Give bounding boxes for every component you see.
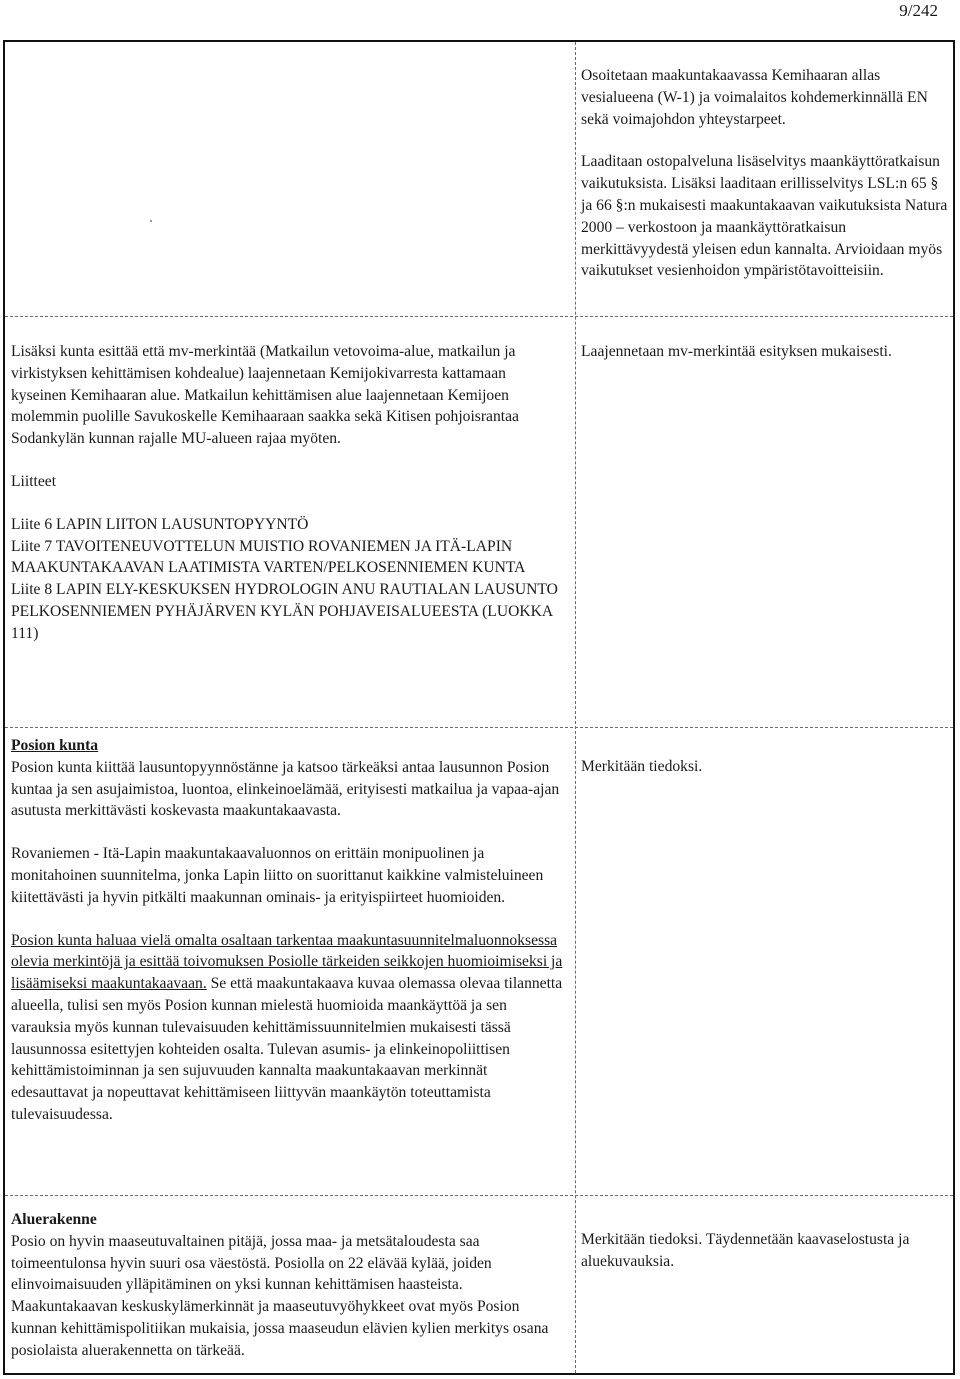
row4-statement: [11, 1209, 563, 1362]
attachments-heading: Liitteet: [11, 472, 57, 490]
attachment-item: Liite 7 TAVOITENEUVOTTELUN MUISTIO ROVANIEMEN JA ITÄ-LAPIN MAAKUNTAKAAVAN LAATIMISTA VARTEN/PELKOSENNIEMEN KUNTA: [11, 537, 526, 577]
page-number: 9/242: [899, 1, 938, 20]
response-paragraph: Laajennetaan mv-merkintää esityksen mukaisesti.: [581, 343, 892, 360]
statement-paragraph: Lisäksi kunta esittää että mv-merkintää (Matkailun vetovoima-alue, matkailun ja virkistyksen kehittämisen kohdealue) laajennetaan Kemijokivarresta kattamaan kyseinen Kemihaaran alue. Matkailun kehittämisen alue laajennetaan Kemijoen molemmin puolille Savukoskelle Kemihaaraan saakka sekä Kitisen pohjoisrantaa Sodankylän kunnan rajalle MU-alueen rajaa myöten.: [11, 343, 519, 448]
row3-statement: [11, 735, 563, 1126]
row-divider-3: [5, 1195, 953, 1196]
statement-paragraph: Rovaniemen - Itä-Lapin maakuntakaavaluonnos on erittäin monipuolinen ja monitahoinen suunnitelma, jonka Lapin liitto on suorittanut kaikkine valmisteluineen kiitettävästi ja hyvin pitkälti maakunnan ominais- ja erityispiirteet huomioiden.: [11, 845, 544, 906]
statement-table: [3, 40, 955, 1375]
row-divider-1: [5, 316, 953, 317]
underlined-request: Posion kunta haluaa vielä omalta osaltaan tarkentaa maakuntasuunnitelmaluonnoksessa olevia merkintöjä ja esittää toivomuksen Posiolle tärkeiden seikkojen huomioimiseksi ja lisäämiseksi maakuntakaavaan.: [11, 931, 563, 993]
statement-paragraph: Posion kunta kiittää lausuntopyynnöstänne ja katsoo tärkeäksi antaa lausunnon Posion kuntaa ja sen asujaimistoa, luontoa, elinkeinoelämää, erityisesti matkailua ja vapaa-ajan asutusta merkittävästi koskevasta maakuntakaavasta.: [11, 758, 560, 820]
row4-response: [581, 1229, 951, 1273]
row2-statement: [11, 341, 563, 645]
response-paragraph: Merkitään tiedoksi.: [581, 758, 703, 775]
response-paragraph: Laaditaan ostopalveluna lisäselvitys maankäyttöratkaisun vaikutuksista. Lisäksi laaditaan erillisselvitys LSL:n 65 § ja 66 §:n mukaisesti maakuntakaavan vaikutuksista Natura 2000 – verkostoon ja maankäyttöratkaisun merkittävyydestä yleisen edun kannalta. Arvioidaan myös vaikutukset vesienhoidon ympäristötavoitteisiin.: [581, 153, 948, 280]
row-divider-2: [5, 727, 953, 728]
response-paragraph: Merkitään tiedoksi. Täydennetään kaavaselostusta ja aluekuvauksia.: [581, 1231, 910, 1270]
response-paragraph: Osoitetaan maakuntakaavassa Kemihaaran allas vesialueena (W-1) ja voimalaitos kohdemerkinnällä EN sekä voimajohdon yhteystarpeet.: [581, 67, 928, 128]
paragraph-continuation: Se että maakuntakaava kuvaa olemassa olevaa tilannetta alueella, tulisi sen myös Posion kunnan mielestä huomioida maankäyttöä ja sen varauksia myös kunnan tulevaisuuden kehittämissuunnitelmien mukaisesti tässä lausunnossa esitettyjen kohteiden osalta. Tulevan asumis- ja elinkeinopoliittisen kehittämistoiminnan ja sen sujuvuuden kannalta maakuntakaavan merkinnät edesauttavat ja nopeuttavat kehittämiseen liittyvän maankäytön toteuttamista tulevaisuudessa.: [11, 975, 563, 1123]
statement-paragraph: Posio on hyvin maaseutuvaltainen pitäjä, jossa maa- ja metsätaloudesta saa toimeentulonsa hyvin suuri osa väestöstä. Posiolla on 22 elävää kylää, joiden elinvoimaisuuden ylläpitäminen on yksi kunnan kehittämisen haasteista. Maakuntakaavan keskuskylämerkinnät ja maaseutuvyöhykkeet ovat myös Posion kunnan kehittämispolitiikan mukaisia, jossa maaseudun elävien kylien merkitys osana posiolaista aluerakennetta on tärkeää.: [11, 1232, 549, 1359]
attachment-item: Liite 6 LAPIN LIITON LAUSUNTOPYYNTÖ: [11, 515, 309, 533]
statement-paragraph: [11, 930, 563, 1126]
attachment-item: Liite 8 LAPIN ELY-KESKUKSEN HYDROLOGIN ANU RAUTIALAN LAUSUNTO PELKOSENNIEMEN PYHÄJÄRVEN KYLÄN POHJAVEISALUEESTA (LUOKKA 111): [11, 581, 558, 642]
section-heading-posion-kunta: Posion kunta: [11, 737, 99, 754]
row3-response: [581, 756, 951, 778]
attachments-list: [11, 514, 563, 645]
stray-dot-mark: [150, 220, 152, 222]
row2-response: [581, 341, 951, 363]
row1-response: [581, 65, 951, 282]
section-heading-aluerakenne: Aluerakenne: [11, 1211, 97, 1228]
column-divider: [575, 42, 576, 1373]
